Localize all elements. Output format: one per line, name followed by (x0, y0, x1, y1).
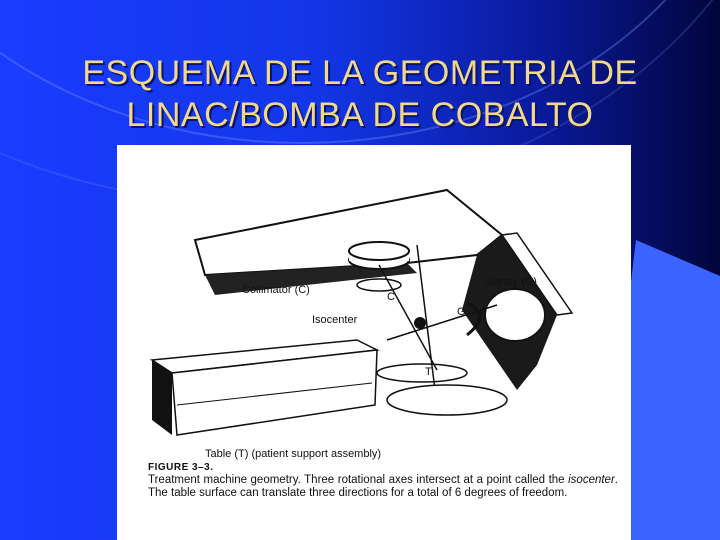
caption-text-1: Treatment machine geometry. Three rotational axes intersect at a point called the (148, 474, 569, 486)
collimator-rotation-arrow (357, 279, 401, 291)
table-end-face (152, 360, 172, 435)
figure-caption (148, 461, 618, 500)
table-rotation-arrow (377, 364, 467, 382)
gantry-label: Gantry (G) (485, 276, 537, 288)
gantry-g-label: G (457, 306, 466, 318)
isocenter-label: Isocenter (312, 314, 358, 326)
table-base-disk (387, 385, 507, 415)
collimator-axis (379, 265, 437, 370)
slide-title (0, 52, 720, 136)
isocenter-point (414, 317, 426, 329)
title-line-1: ESQUEMA DE LA GEOMETRIA DE (82, 54, 638, 92)
table-t-label: T (425, 366, 432, 378)
caption-figure-label: FIGURE 3–3. (148, 462, 214, 473)
collimator-head-top (349, 242, 409, 260)
gantry-top-face (195, 190, 502, 275)
linac-geometry-figure (117, 145, 631, 540)
caption-isocenter-word: isocenter (568, 474, 615, 486)
table-label: Table (T) (patient support assembly) (205, 448, 382, 460)
gantry-drum (485, 289, 545, 341)
caption-text-2: . The table surface can translate three directions for a total of 6 degrees of freedom. (148, 474, 618, 499)
collimator-label: Collimator (C) (242, 284, 310, 296)
title-line-2: LINAC/BOMBA DE COBALTO (126, 96, 594, 134)
collimator-c-label: C (387, 291, 395, 303)
